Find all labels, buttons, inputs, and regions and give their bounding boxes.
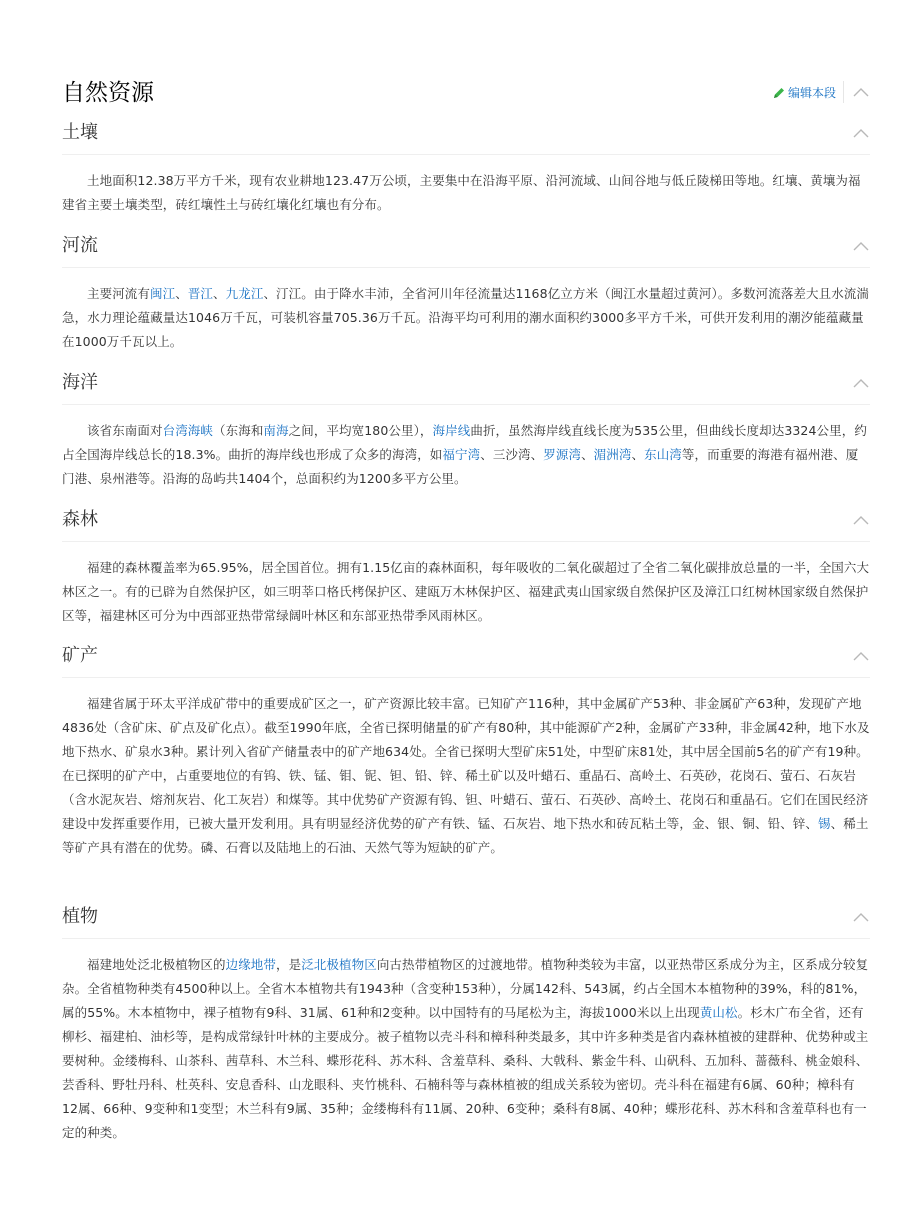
text-run: 之间，平均宽180公里）， [288,423,433,438]
text-run: 土地面积12.38万平方千米，现有农业耕地123.47万公顷，主要集中在沿海平原、沿河流域、山间谷地与低丘陵梯田等地。红壤、黄壤为福建省主要土壤类型，砖红壤性土与砖红壤化红壤也有分布。 [62,173,861,212]
section-rivers [62,231,870,354]
link-jiulong-river[interactable]: 九龙江 [225,286,264,301]
section-title: 植物 [62,906,98,927]
text-run: 福建的森林覆盖率为65.95%，居全国首位。拥有1.15亿亩的森林面积，每年吸收的二氧化碳超过了全省二氧化碳排放总量的一半，全国六大林区之一。有的已辟为自然保护区，如三明莘口格氏栲保护区、建瓯万木林保护区、福建武夷山国家级自然保护区及漳江口红树林国家级自然保护区等，福建林区可分为中西部亚热带常绿阔叶林区和东部亚热带季风雨林区。 [62,560,870,623]
text-run: 曲折，虽然海岸线直线长度为535公里，但曲线长度却达3324公里，约占全国海岸线总长的18.3%。曲折的海岸线也形成了众多的海湾，如 [62,423,867,462]
collapse-section-button[interactable] [852,127,870,139]
section-title: 海洋 [62,372,98,393]
section-forest [62,505,870,628]
link-marginal-zone[interactable]: 边缘地带 [225,957,277,972]
collapse-section-button[interactable] [852,377,870,389]
section-plants [62,902,870,1145]
chevron-up-icon [852,514,870,526]
text-run: 福建省属于环太平洋成矿带中的重要成矿区之一，矿产资源比较丰富。已知矿产116种，其中金属矿产53种、非金属矿产63种，发现矿产地4836处（含矿床、矿点及矿化点）。截至1990年底，全省已探明储量的矿产有80种，其中能源矿产2种，金属矿产33种，非金属42种，地下水及地下热水、矿泉水3种。累计列入省矿产储量表中的矿产地634处。全省已探明大型矿床51处，中型矿床81处，其中居全国前5名的矿产有19种。在已探明的矿产中，占重要地位的有钨、铁、锰、钼、铌、钽、铅、锌、稀土矿以及叶蜡石、重晶石、高岭土、石英砂，花岗石、萤石、石灰岩（含水泥灰岩、熔剂灰岩、化工灰岩）和煤等。其中优势矿产资源有钨、钽、叶蜡石、萤石、石英砂、高岭土、花岗石和重晶石。它们在国民经济建设中发挥重要作用，已被大量开发利用。具有明显经济优势的矿产有铁、锰、石灰岩、地下热水和砖瓦粘土等，金、银、铜、铅、锌、 [62,696,870,831]
text-run: 该省东南面对 [87,423,163,438]
section-body [62,556,870,628]
text-run: 、 [175,286,188,301]
section-header [62,118,870,155]
collapse-section-button[interactable] [852,240,870,252]
text-run: 、 [213,286,226,301]
link-jin-river[interactable]: 晋江 [187,286,214,301]
edit-section-button[interactable] [772,84,836,102]
chevron-up-icon [852,86,870,98]
collapse-page-button[interactable] [852,86,870,98]
chevron-up-icon [852,377,870,389]
chevron-up-icon [852,911,870,923]
link-luoyuan-bay[interactable]: 罗源湾 [543,447,582,462]
section-ocean [62,368,870,491]
link-huangshan-pine[interactable]: 黄山松 [699,1005,738,1020]
section-minerals [62,641,870,860]
text-run: 。杉木广布全省，还有柳杉、福建柏、油杉等，是构成常绿针叶林的主要成分。被子植物以壳斗科和樟科种类最多，其中许多种类是省内森林植被的建群种、优势种或主要树种。金缕梅科、山茶科、茜草科、木兰科、蝶形花科、苏木科、含羞草科、桑科、大戟科、紫金牛科、山矾科、五加科、蔷薇科、桃金娘科、芸香科、野牡丹科、杜英科、安息香科、山龙眼科、夹竹桃科、石楠科等与森林植被的组成关系较为密切。壳斗科在福建有6属、60种；樟科有12属、66种、9变种和1变型；木兰科有9属、35种；金缕梅科有11属、20种、6变种；桑科有8属、40种；蝶形花科、苏木科和含羞草科也有一定的种类。 [62,1005,869,1140]
collapse-section-button[interactable] [852,514,870,526]
text-run: （东海和 [213,423,264,438]
section-body [62,953,870,1145]
text-run: 、 [631,447,645,462]
text-run: 福建地处泛北极植物区的 [87,957,226,972]
section-header [62,505,870,542]
chevron-up-icon [852,127,870,139]
section-title: 矿产 [62,645,98,666]
section-body [62,419,870,491]
text-run: 、 [581,447,594,462]
text-run: 向古热带植物区的过渡地带。植物种类较为丰富，以亚热带区系成分为主，区系成分较复杂。全省植物种类有4500种以上。全省木本植物共有1943种（含变种153种），分属142科、543属，约占全国木本植物种的39%，科的81%，属的55%。木本植物中，裸子植物有9科、31属、61种和2变种。以中国特有的马尾松为主，海拔1000米以上出现 [62,957,869,1020]
link-south-china-sea[interactable]: 南海 [263,423,289,438]
page-header [62,76,870,110]
section-body [62,692,870,860]
link-holarctic-region[interactable]: 泛北极植物区 [301,957,377,972]
section-title: 森林 [62,509,98,530]
section-header [62,902,870,939]
link-funing-bay[interactable]: 福宁湾 [442,447,481,462]
chevron-up-icon [852,240,870,252]
page-title: 自然资源 [62,80,154,106]
text-run: 、稀土等矿产具有潜在的优势。磷、石膏以及陆地上的石油、天然气等为短缺的矿产。 [62,816,869,855]
text-run: 、汀江。由于降水丰沛，全省河川年径流量达1168亿立方米（闽江水量超过黄河）。多数河流落差大且水流湍急，水力理论蕴藏量达1046万千瓦，可装机容量705.36万千瓦。沿海平均可利用的潮水面积约3000多平方千米，可供开发利用的潮汐能蕴藏量在1000万千瓦以上。 [62,286,870,349]
section-soil [62,118,870,217]
text-run: ，是 [276,957,302,972]
link-meizhou-bay[interactable]: 湄洲湾 [593,447,632,462]
link-coastline[interactable]: 海岸线 [432,423,471,438]
link-dongshan-bay[interactable]: 东山湾 [644,447,682,462]
collapse-section-button[interactable] [852,911,870,923]
section-body [62,282,870,354]
edit-section-label: 编辑本段 [787,86,836,100]
section-title: 土壤 [62,122,98,143]
text-run: 主要河流有 [87,286,151,301]
header-divider [843,81,844,103]
link-taiwan-strait[interactable]: 台湾海峡 [162,423,214,438]
text-run: 、三沙湾、 [480,447,544,462]
section-body [62,169,870,217]
collapse-section-button[interactable] [852,650,870,662]
section-title: 河流 [62,235,98,256]
section-header [62,641,870,678]
link-tin[interactable]: 锡 [818,816,831,831]
chevron-up-icon [852,650,870,662]
link-min-river[interactable]: 闽江 [150,286,176,301]
section-header [62,231,870,268]
text-run: 等，而重要的海港有福州港、厦门港、泉州港等。沿海的岛屿共1404个，总面积约为1200多平方公里。 [62,447,859,486]
pencil-icon [772,86,786,100]
section-header [62,368,870,405]
